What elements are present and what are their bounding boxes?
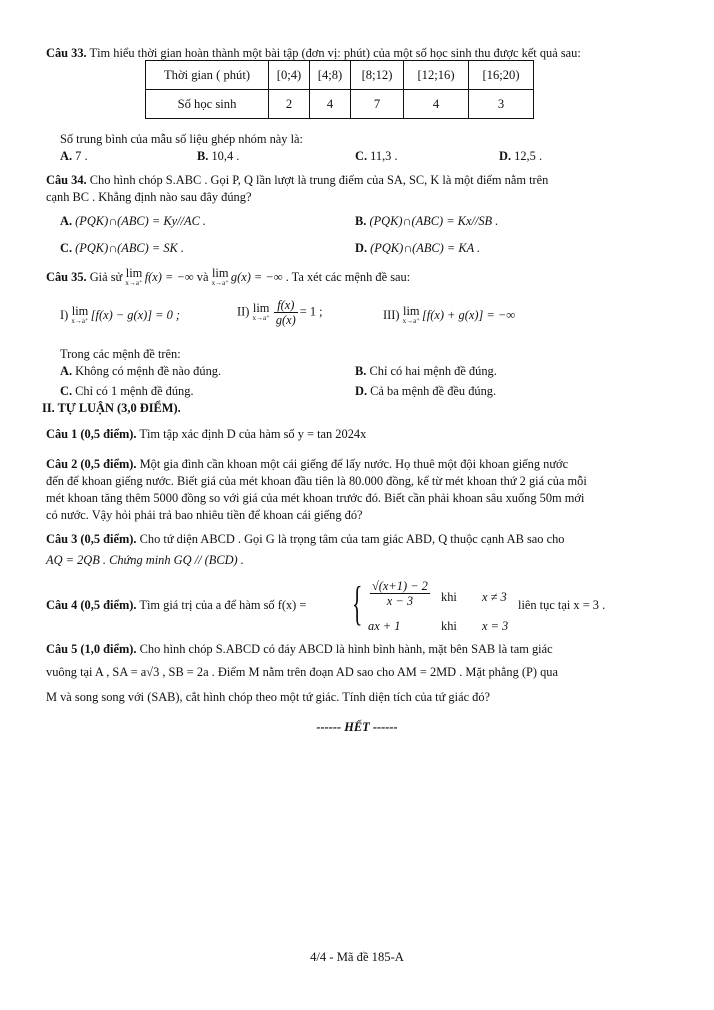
c4-line: Câu 4 (0,5 điểm). Tìm giá trị của a để hàm số f(x) = xyxy=(46,598,307,612)
table-cell: [0;4) xyxy=(269,61,310,90)
piecewise-khi-1: khi xyxy=(441,590,457,604)
q34-label: Câu 34. xyxy=(46,173,87,187)
c5-label: Câu 5 (1,0 điểm). xyxy=(46,642,137,656)
q35-statement-3: III) lim x→a⁺ [f(x) + g(x)] = −∞ xyxy=(383,304,516,325)
q35-statement-2: II) lim x→a⁺ $\frac{f(x)}{g(x)}$ = 1 ; xyxy=(237,298,323,327)
q35-option-a[interactable]: A. Không có mệnh đề nào đúng. xyxy=(60,364,222,378)
table-header-cell: Thời gian ( phút) xyxy=(146,61,269,90)
q33-line xyxy=(46,46,581,61)
q35-label: Câu 35. xyxy=(46,269,87,284)
q33-label: Câu 33. xyxy=(46,46,87,60)
table-cell: 2 xyxy=(269,90,310,119)
c1-label: Câu 1 (0,5 điểm). xyxy=(46,427,137,441)
q33-question: Số trung bình của mẫu số liệu ghép nhóm này là: xyxy=(60,132,303,146)
c2-line3: mét khoan tăng thêm 5000 đồng so với giá của mét khoan trước đó. Biết cần phải khoan sâu xuống 50m mới xyxy=(46,491,585,505)
c2-line4: có nước. Vậy hỏi phải trả bao nhiêu tiền để khoan cái giếng đó? xyxy=(46,508,363,522)
c1-line: Câu 1 (0,5 điểm). Tìm tập xác định D của hàm số y = tan 2024x xyxy=(46,427,367,441)
c5-line2: vuông tại A , SA = a√3 , SB = 2a . Điểm M nằm trên đoạn AD sao cho AM = 2MD . Mặt phẳng (P) qua xyxy=(46,665,558,679)
q33-option-b[interactable]: B. 10,4 . xyxy=(197,149,240,163)
q33-text: Tìm hiểu thời gian hoàn thành một bài tập (đơn vị: phút) của một số học sinh thu được kết quả sau: xyxy=(89,46,581,60)
table-row xyxy=(146,61,534,90)
table-cell: [16;20) xyxy=(469,61,534,90)
limit-expression: lim x→a⁺ xyxy=(125,266,143,287)
piecewise-brace: { xyxy=(352,577,363,630)
table-cell: [12;16) xyxy=(404,61,469,90)
table-cell: 3 xyxy=(469,90,534,119)
table-cell: 4 xyxy=(404,90,469,119)
q34-option-a[interactable]: A. (PQK)∩(ABC) = Ky//AC . xyxy=(60,214,207,228)
c2-line2: đến để khoan giếng nước. Biết giá của mét khoan đầu tiên là 80.000 đồng, kể từ mét khoan thứ 2 giá của mỗi xyxy=(46,474,587,488)
table-cell: 4 xyxy=(310,90,351,119)
table-cell: 7 xyxy=(351,90,404,119)
q35-question: Trong các mệnh đề trên: xyxy=(60,347,181,361)
c4-tail: liên tục tại x = 3 . xyxy=(518,598,606,612)
q35-line: Câu 35. Giả sử lim x→a⁺ f(x) = −∞ và lim x→a⁺ g(x) = −∞ . Ta xét các mệnh đề sau: xyxy=(46,266,411,287)
piecewise-row-1: $\frac{√(x+1) - 2}{x - 3}$ xyxy=(372,579,428,608)
q35-option-d[interactable]: D. Cả ba mệnh đề đều đúng. xyxy=(355,384,497,398)
q34-line2: cạnh BC . Khẳng định nào sau đây đúng? xyxy=(46,190,252,204)
c3-label: Câu 3 (0,5 điểm). xyxy=(46,532,137,546)
c2-line1: Câu 2 (0,5 điểm). Một gia đình cần khoan một cái giếng để lấy nước. Họ thuê một đội khoan giếng nước xyxy=(46,457,569,471)
piecewise-cond-2: x = 3 xyxy=(482,619,509,633)
q33-option-d[interactable]: D. 12,5 . xyxy=(499,149,543,163)
piecewise-cond-1: x ≠ 3 xyxy=(482,590,507,604)
piecewise-khi-2: khi xyxy=(441,619,457,633)
table-cell: [8;12) xyxy=(351,61,404,90)
c5-line1: Câu 5 (1,0 điểm). Cho hình chóp S.ABCD có đáy ABCD là hình bình hành, mặt bên SAB là tam giác xyxy=(46,642,553,656)
q33-option-a[interactable]: A. 7 . xyxy=(60,149,88,163)
c3-line2: AQ = 2QB . Chứng minh GQ // (BCD) . xyxy=(46,553,244,567)
q33-option-c[interactable]: C. 11,3 . xyxy=(355,149,398,163)
q35-option-c[interactable]: C. Chỉ có 1 mệnh đề đúng. xyxy=(60,384,194,398)
q35-statement-1: I) lim x→a⁺ [f(x) − g(x)] = 0 ; xyxy=(60,304,181,325)
q34-option-d[interactable]: D. (PQK)∩(ABC) = KA . xyxy=(355,241,481,255)
section-heading: II. TỰ LUẬN (3,0 ĐIỂM). xyxy=(42,401,181,415)
c2-label: Câu 2 (0,5 điểm). xyxy=(46,457,137,471)
frequency-table xyxy=(145,60,534,119)
c5-line3: M và song song với (SAB), cắt hình chóp theo một tứ giác. Tính diện tích của tứ giác đó? xyxy=(46,690,491,704)
end-marker: ------ HẾT ------ xyxy=(316,720,398,734)
q34-option-c[interactable]: C. (PQK)∩(ABC) = SK . xyxy=(60,241,185,255)
table-cell: [4;8) xyxy=(310,61,351,90)
q35-option-b[interactable]: B. Chỉ có hai mệnh đề đúng. xyxy=(355,364,497,378)
page-footer: 4/4 - Mã đề 185-A xyxy=(310,950,404,964)
c3-line1: Câu 3 (0,5 điểm). Cho tứ diện ABCD . Gọi G là trọng tâm của tam giác ABD, Q thuộc cạnh AB sao cho xyxy=(46,532,565,546)
table-header-cell: Số học sinh xyxy=(146,90,269,119)
q34-line1: Câu 34. Cho hình chóp S.ABC . Gọi P, Q lần lượt là trung điểm của SA, SC, K là một điểm nằm trên xyxy=(46,173,549,187)
q34-option-b[interactable]: B. (PQK)∩(ABC) = Kx//SB . xyxy=(355,214,499,228)
piecewise-row-2: ax + 1 xyxy=(368,619,401,633)
limit-expression: lim x→a⁺ xyxy=(211,266,229,287)
table-row xyxy=(146,90,534,119)
c4-label: Câu 4 (0,5 điểm). xyxy=(46,598,137,612)
